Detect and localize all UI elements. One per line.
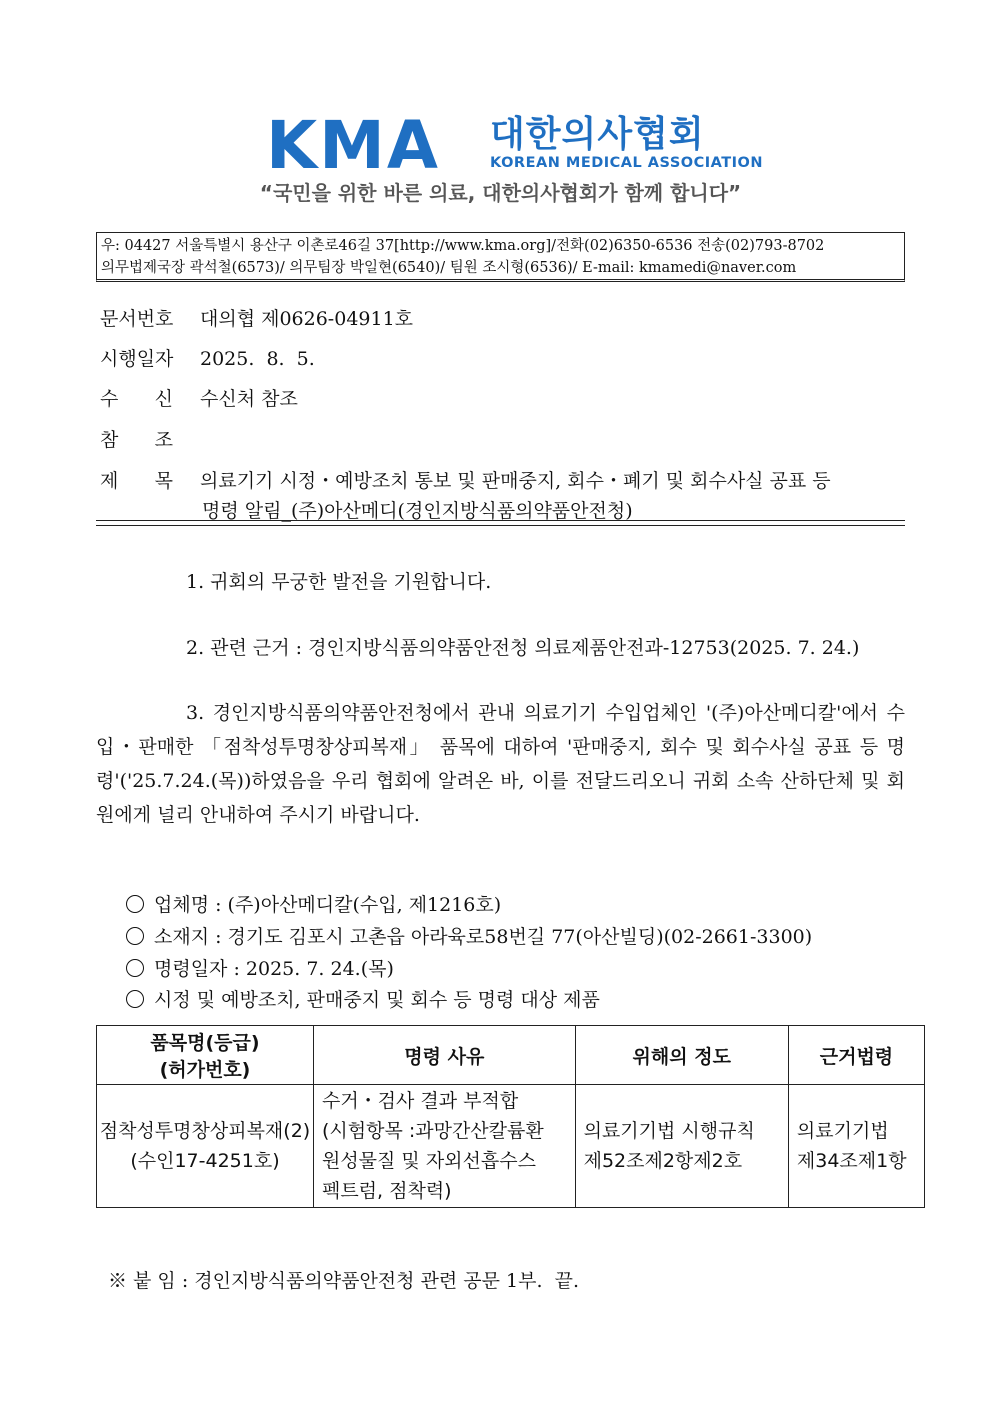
bullet-target-product-text: 시정 및 예방조치, 판매중지 및 회수 등 명령 대상 제품 <box>154 989 600 1011</box>
circle-bullet-icon <box>126 927 144 945</box>
cell-product <box>97 1085 314 1208</box>
reference-label: 참 조 <box>100 429 173 451</box>
subject-row <box>100 467 910 495</box>
recipient-row <box>100 386 298 412</box>
bullet-company <box>126 891 501 919</box>
kma-name-korean: 대한의사협회 <box>490 114 705 155</box>
harm-line: 의료기기법 시행규칙 <box>583 1120 755 1142</box>
harm-line: 제52조제2항제2호 <box>583 1150 743 1172</box>
order-table <box>96 1025 925 1208</box>
cell-harm <box>575 1085 788 1208</box>
address-line-2: 의무법제국장 곽석철(6573)/ 의무팀장 박일현(6540)/ 팀원 조시형(6536)/ E-mail: kmamedi@naver.com <box>101 260 797 276</box>
law-line: 제34조제1항 <box>796 1150 907 1172</box>
subject-line-2: 명령 알림_(주)아산메디(경인지방식품의약품안전청) <box>202 500 633 522</box>
circle-bullet-icon <box>126 990 144 1008</box>
doc-number-value: 대의협 제0626-04911호 <box>200 308 414 330</box>
circle-bullet-icon <box>126 959 144 977</box>
kma-logo-wordmark: KMA <box>266 107 440 184</box>
date-value: 2025. 8. 5. <box>200 348 315 370</box>
kma-slogan: “국민을 위한 바른 의료, 대한의사협회가 함께 합니다” <box>259 181 742 205</box>
bullet-order-date-text: 명령일자 : 2025. 7. 24.(목) <box>154 958 394 980</box>
bullet-target-product <box>126 986 600 1014</box>
reason-line: (시험항목 :과망간산칼륨환 <box>321 1120 544 1142</box>
header-product-line-2: (허가번호) <box>159 1059 251 1081</box>
doc-number-row <box>100 306 413 332</box>
product-permit-no: (수인17-4251호) <box>130 1150 280 1172</box>
cell-reason <box>313 1085 575 1208</box>
law-line: 의료기기법 <box>796 1120 889 1142</box>
kma-name-english: KOREAN MEDICAL ASSOCIATION <box>490 155 763 171</box>
circle-bullet-icon <box>126 895 144 913</box>
header-product-line-1: 품목명(등급) <box>150 1032 260 1054</box>
header-harm: 위해의 정도 <box>575 1026 788 1085</box>
subject-line-1: 의료기기 시정・예방조치 통보 및 판매중지, 회수・폐기 및 회수사실 공표 등 <box>200 470 831 492</box>
kma-logo <box>228 95 773 220</box>
recipient-label: 수 신 <box>100 388 173 410</box>
address-line-1: 우: 04427 서울특별시 용산구 이촌로46길 37[http://www.kma.org]/전화(02)6350-6536 전송(02)793-8702 <box>101 238 825 254</box>
header-product <box>97 1026 314 1085</box>
sender-address-box <box>96 232 905 282</box>
reason-line: 원성물질 및 자외선흡수스 <box>321 1150 536 1172</box>
subject-label: 제 목 <box>100 470 173 492</box>
header-law: 근거법령 <box>788 1026 924 1085</box>
attachment-note: ※ 붙 임 : 경인지방식품의약품안전청 관련 공문 1부. 끝. <box>108 1270 580 1292</box>
reason-line: 수거・검사 결과 부적합 <box>321 1090 519 1112</box>
bullet-location <box>126 923 812 951</box>
table-row <box>97 1085 925 1208</box>
paragraph-3: 3. 경인지방식품의약품안전청에서 관내 의료기기 수입업체인 '(주)아산메디칼'에서 수입・판매한 「점착성투명창상피복재」 품목에 대하여 '판매중지, 회수 및 회수사실 공표 등 명령'('25.7.24.(목))하였음을 우리 협회에 알려온 바, 이를 전달드리오니 귀회 소속 산하단체 및 회원에게 널리 안내하여 주시기 바랍니다. <box>96 702 905 826</box>
date-label: 시행일자 <box>100 348 174 370</box>
paragraph-1: 1. 귀회의 무궁한 발전을 기원합니다. <box>186 571 492 593</box>
reference-row <box>100 427 200 453</box>
cell-law <box>788 1085 924 1208</box>
header-reason: 명령 사유 <box>313 1026 575 1085</box>
date-row <box>100 346 315 372</box>
subject-divider <box>96 520 905 526</box>
bullet-company-text: 업체명 : (주)아산메디칼(수입, 제1216호) <box>154 894 502 916</box>
reason-line: 펙트럼, 점착력) <box>321 1180 452 1202</box>
bullet-location-text: 소재지 : 경기도 김포시 고촌읍 아라육로58번길 77(아산빌딩)(02-2661-3300) <box>154 926 813 948</box>
product-name: 점착성투명창상피복재(2) <box>99 1120 311 1142</box>
table-header-row <box>97 1026 925 1085</box>
recipient-value: 수신처 참조 <box>200 388 298 410</box>
bullet-order-date <box>126 955 394 983</box>
doc-number-label: 문서번호 <box>100 308 174 330</box>
paragraph-2: 2. 관련 근거 : 경인지방식품의약품안전청 의료제품안전과-12753(2025. 7. 24.) <box>186 637 860 659</box>
